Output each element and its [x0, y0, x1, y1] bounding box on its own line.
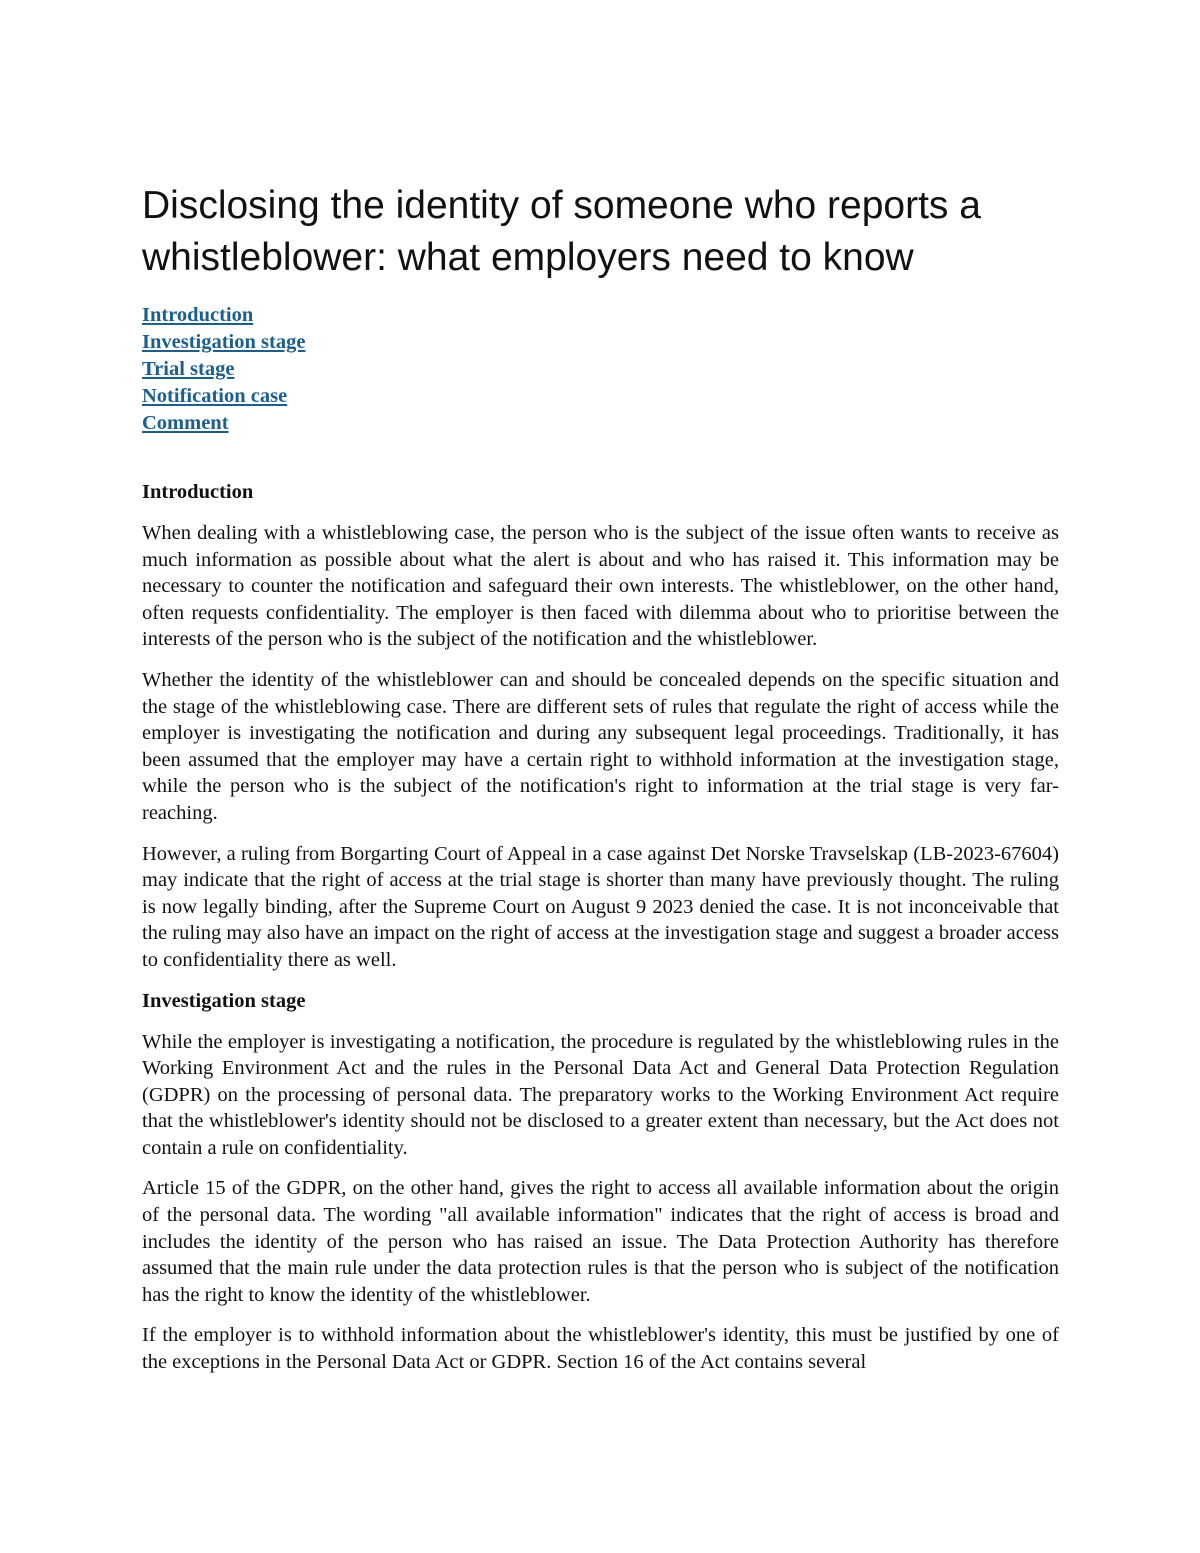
toc-item [142, 383, 1059, 410]
toc-item [142, 302, 1059, 329]
paragraph: When dealing with a whistleblowing case, the person who is the subject of the issue often wants to receive as much information as possible about what the alert is about and who has raised it. This information may be necessary to counter the notification and safeguard their own interests. The whistleblower, on the other hand, often requests confidentiality. The employer is then faced with dilemma about who to prioritise between the interests of the person who is the subject of the notification and the whistleblower. [142, 522, 1059, 651]
paragraph: If the employer is to withhold information about the whistleblower's identity, this must be justified by one of the exceptions in the Personal Data Act or GDPR. Section 16 of the Act contains several [142, 1324, 1059, 1374]
toc-link-notification-case[interactable]: Notification case [142, 385, 288, 407]
paragraph: Article 15 of the GDPR, on the other hand, gives the right to access all available information about the origin of the personal data. The wording "all available information" indicates that the right of access is broad and includes the identity of the person who has raised an issue. The Data Protection Authority has therefore assumed that the main rule under the data protection rules is that the person who is subject of the notification has the right to know the identity of the whistleblower. [142, 1177, 1059, 1306]
paragraph: While the employer is investigating a notification, the procedure is regulated by the whistleblowing rules in the Working Environment Act and the rules in the Personal Data Act and General Data Protection Regulation (GDPR) on the processing of personal data. The preparatory works to the Working Environment Act require that the whistleblower's identity should not be disclosed to a greater extent than necessary, but the Act does not contain a rule on confidentiality. [142, 1030, 1059, 1159]
section-investigation-stage [142, 988, 1059, 1376]
document-page [142, 180, 1059, 1390]
section-introduction [142, 479, 1059, 974]
toc-link-investigation-stage[interactable]: Investigation stage [142, 331, 306, 353]
toc-item [142, 356, 1059, 383]
section-heading-investigation-stage: Investigation stage [142, 989, 306, 1012]
paragraph: However, a ruling from Borgarting Court of Appeal in a case against Det Norske Travselskap (LB-2023-67604) may indicate that the right of access at the trial stage is shorter than many have previously thought. The ruling is now legally binding, after the Supreme Court on August 9 2023 denied the case. It is not inconceivable that the ruling may also have an impact on the right of access at the investigation stage and suggest a broader access to confidentiality there as well. [142, 842, 1059, 971]
section-heading-introduction: Introduction [142, 481, 254, 503]
paragraph: Whether the identity of the whistleblower can and should be concealed depends on the specific situation and the stage of the whistleblowing case. There are different sets of rules that regulate the right of access while the employer is investigating the notification and during any subsequent legal proceedings. Traditionally, it has been assumed that the employer may have a certain right to withhold information at the investigation stage, while the person who is the subject of the notification's right to information at the trial stage is very far-reaching. [142, 668, 1059, 824]
toc-item [142, 410, 1059, 437]
page-title: Disclosing the identity of someone who reports a whistleblower: what employers need to know [142, 184, 981, 279]
table-of-contents [142, 302, 1059, 437]
toc-link-trial-stage[interactable]: Trial stage [142, 358, 235, 380]
toc-item [142, 329, 1059, 356]
toc-link-comment[interactable]: Comment [142, 412, 229, 434]
toc-link-introduction[interactable]: Introduction [142, 304, 254, 326]
